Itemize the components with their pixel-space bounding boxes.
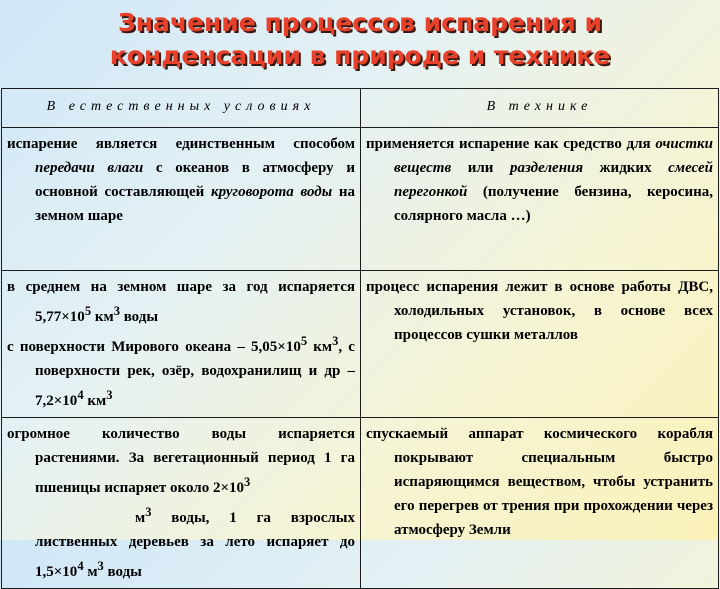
italic-term: очистки веществ	[394, 136, 713, 176]
cell-technology-engines	[361, 271, 719, 418]
text-segment: в среднем на земном шаре за год испаряется 5,77×10	[7, 279, 355, 325]
italic-term: разделения	[509, 160, 584, 176]
cell-paragraph: спускаемый аппарат космического корабля покрывают специальным быстро испаряющимся веществом, чтобы устранить его перегрев от трения при прохождении через атмосферу Земли	[366, 426, 713, 538]
cell-paragraph	[7, 422, 355, 584]
title-line-2: конденсации в природе и технике	[109, 41, 611, 70]
page-title	[0, 6, 720, 72]
text-segment: м	[135, 510, 146, 526]
text-segment: км	[91, 309, 114, 325]
superscript: 4	[77, 559, 84, 573]
text-segment: применяется испарение как средство для	[366, 136, 656, 152]
text-segment: или	[451, 160, 510, 176]
text-segment: воды	[119, 309, 159, 325]
text-segment: испарение является единственным способом	[7, 136, 355, 152]
header-technology: В технике	[361, 89, 719, 128]
cell-paragraph	[7, 275, 355, 329]
text-segment: с поверхности Мирового океана – 5,05×10	[7, 339, 301, 355]
italic-term: круговорота воды	[210, 184, 333, 200]
header-natural-conditions: В естественных условиях	[2, 89, 361, 128]
text-segment: , с поверхности рек, озёр, водохранилищ и др – 7,2×10	[35, 339, 355, 409]
superscript: 3	[145, 505, 152, 519]
cell-paragraph	[7, 132, 355, 228]
cell-paragraph	[7, 329, 355, 413]
text-segment: огромное количество воды испаряется растениями. За вегетационный период 1 га пшеницы испаряет около 2×10	[7, 426, 355, 496]
superscript: 5	[300, 334, 308, 348]
cell-technology-spacecraft	[361, 418, 719, 589]
title-line-1: Значение процессов испарения и	[117, 8, 603, 37]
cell-natural-plant-transpiration	[2, 418, 361, 589]
table-header-row	[2, 89, 719, 128]
comparison-table	[1, 88, 719, 589]
text-segment: на земном шаре	[35, 184, 355, 224]
cell-natural-evaporation-volume	[2, 271, 361, 418]
superscript: 3	[106, 388, 113, 402]
text-segment: воды	[103, 564, 142, 580]
table-row	[2, 128, 719, 271]
cell-technology-purification	[361, 128, 719, 271]
superscript: 3	[97, 559, 104, 573]
text-segment: жидких	[583, 160, 669, 176]
cell-natural-evaporation-role	[2, 128, 361, 271]
italic-term: смесей перегонкой	[394, 160, 713, 200]
superscript: 4	[77, 388, 84, 402]
superscript: 3	[244, 475, 251, 489]
table-row	[2, 271, 719, 418]
text-segment: км	[83, 393, 107, 409]
cell-paragraph: процесс испарения лежит в основе работы ДВС, холодильных установок, в основе всех процессов сушки металлов	[366, 279, 713, 343]
italic-term: передачи влаги	[35, 160, 144, 176]
table-row	[2, 418, 719, 589]
text-segment: км	[307, 339, 333, 355]
cell-paragraph	[366, 132, 713, 228]
text-segment: (получение бензина, керосина, солярного масла …)	[394, 184, 713, 224]
text-segment: воды, 1 га взрослых лиственных деревьев за лето испаряет до 1,5×10	[35, 510, 355, 580]
superscript: 3	[332, 334, 339, 348]
text-segment: с океанов в атмосферу и основной составляющей	[35, 160, 355, 200]
superscript: 5	[84, 304, 92, 318]
superscript: 3	[113, 304, 120, 318]
text-segment: м	[83, 564, 98, 580]
